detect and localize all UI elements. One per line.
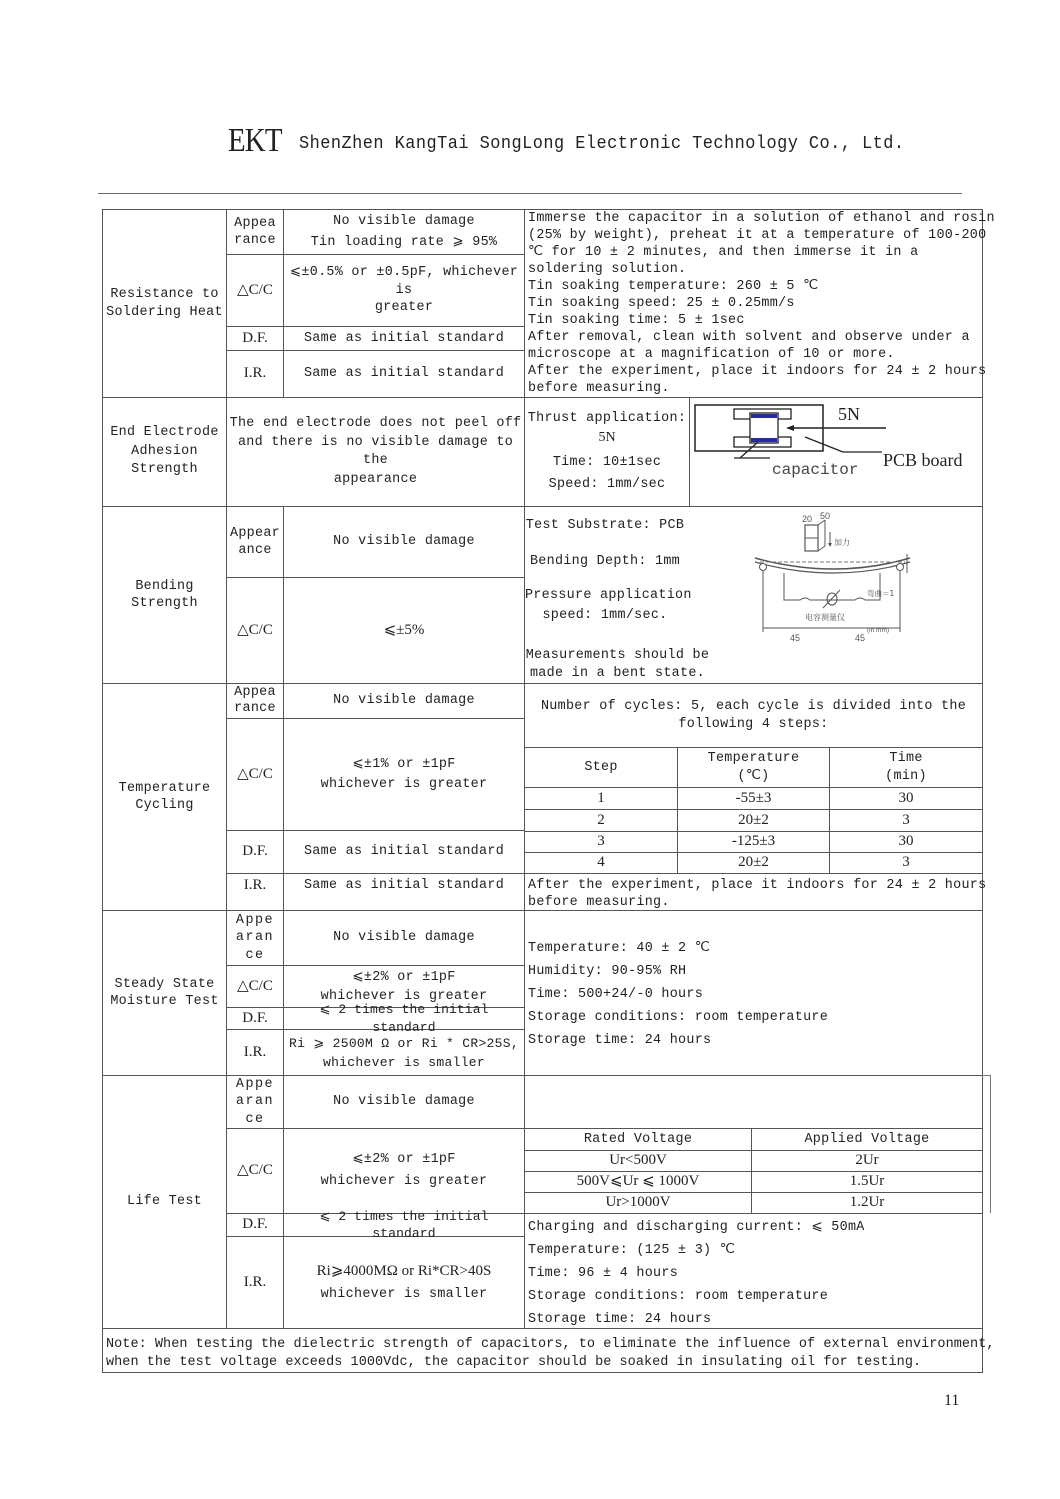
req-dcc: ⩽±2% or ±1pF whichever is greater (320, 1152, 488, 1189)
req-appearance: No visible damage Tin loading rate ⩾ 95% (310, 214, 498, 250)
req-appearance: No visible damage (333, 930, 475, 946)
method-adhesion: Thrust application: 5N Time: 10±1sec Speed: 1mm/sec (527, 411, 687, 492)
section-title-soldering: Resistance to Soldering Heat (106, 287, 223, 320)
item-appearance: Appea rance (234, 215, 276, 248)
bending-test-diagram-icon (750, 510, 920, 645)
table-cell-rated: 500V⩽Ur ⩽ 1000V (576, 1173, 700, 1190)
company-logo: EKT (228, 122, 282, 159)
req-df: Same as initial standard (303, 844, 505, 860)
item-ir: I.R. (243, 877, 267, 894)
item-appearance: Appear ance (229, 525, 280, 558)
company-name: ShenZhen KangTai SongLong Electronic Technology Co., Ltd. (299, 134, 905, 154)
req-dcc: ⩽±0.5% or ±0.5pF, whichever is greater (289, 265, 519, 316)
svg-text:加力: 加力 (834, 538, 850, 547)
test-spec-table: Resistance to Soldering Heat Appea rance No visible damage Tin loading rate ⩾ 95% △C/C ⩽±0.5% or ±0.5pF, whichever is greater D.F. Same as initial standard I.R. Same as initial standard Immerse the capacitor in a solution of ethanol and rosin (25% by weight), preheat it at a temperature of 100-200 ℃ for 10 ± 2 minutes, and then immerse it in a soldering solution. Tin soaking temperature: 260 ± 5 ℃ Tin soaking speed: 25 ± 0.25mm/s Tin soaking time: 5 ± 1sec After removal, clean with solvent and observe under a microscope at a magnification of 10 or more. After the experiment, place it indoors for 24 ± 2 hours before measuring. End Electrode Adhesion Strength The end electrode does not peel off and there is no visible damage to the appearance Thrust application: 5N Time: 10±1sec Speed: 1mm/sec 5N PCB board capacitor Bending Strength Appear ance No visible damage △C/C ⩽±5% Test Substrate: PCB Bending Depth: 1mm Pressure application speed: 1mm/sec. Measurements should be made in a bent state. 20 50 加力 电容测量仪 45 45 弯曲＝1 (in mm) Temperature Cycling Appea rance No visible damage △C/C ⩽±1% or ±1pF whichever is greater D.F. Same as initial standard I.R. Same as initial standard Number of cycles: 5, each cycle is divided into the following 4 steps: Step Temperature (℃) Time (min) 1 -55±3 30 2 20±2 3 3 -125±3 30 4 20±2 3 After the experiment, place it indoors for 24 ± 2 hours before measuring. Steady State Moisture Test Appe aran ce No visible damage △C/C ⩽±2% or ±1pF whichever is greater D.F. ⩽ 2 times the initial standard I.R. Ri ⩾ 2500M Ω or Ri * CR>25S, whichever is smaller Temperature: 40 ± 2 ℃ Humidity: 90-95% RH Time: 500+24/-0 hours Storage conditions: room temperature Storage time: 24 hours Life Test Appe aran ce No visible damage △C/C ⩽±2% or ±1pF whichever is greater D.F. ⩽ 2 times the initial standard I.R. Ri⩾4000MΩ or Ri*CR>40S whichever is smaller Rated Voltage Applied Voltage Ur<500V 2Ur 500V⩽Ur ⩽ 1000V 1.5Ur Ur>1000V 1.2Ur Charging and discharging current: ⩽ 50mA Temperature: (125 ± 3) ℃ Time: 96 ± 4 hours Storage conditions: room temperature Storage time: 24 hours Note: When testing the dielectric strength of capacitors, to eliminate the influence of external environment, when the test voltage exceeds 1000Vdc, the capacitor should be soaked in insulating oil for testing. (0, 0, 1060, 1499)
table-cell-temp: -125±3 (731, 833, 776, 850)
table-cell-temp: -55±3 (735, 789, 772, 806)
svg-text:20: 20 (802, 514, 813, 524)
table-cell-time: 30 (898, 789, 914, 806)
item-appearance: Appe aran ce (235, 1076, 275, 1127)
req-adhesion: The end electrode does not peel off and there is no visible damage to the appearance (229, 416, 522, 487)
req-ir: Ri⩾4000MΩ or Ri*CR>40S whichever is smaller (316, 1262, 492, 1302)
section-title-moisture: Steady State Moisture Test (110, 976, 219, 1009)
section-title-adhesion: End Electrode Adhesion Strength (110, 425, 219, 478)
section-title-life: Life Test (126, 1194, 203, 1210)
adhesion-diagram (690, 398, 982, 506)
table-cell-applied: 1.2Ur (849, 1194, 885, 1211)
req-appearance: No visible damage (333, 1094, 475, 1110)
item-ir: I.R. (243, 365, 267, 382)
item-dcc: △C/C (237, 765, 273, 782)
col-header-rated-voltage: Rated Voltage (583, 1131, 693, 1147)
table-cell-time: 30 (898, 833, 914, 850)
table-cell-time: 3 (902, 811, 910, 828)
table-row-step: 2 (597, 811, 605, 828)
item-appearance: Appe aran ce (235, 912, 275, 963)
method-bending: Test Substrate: PCB Bending Depth: 1mm Pressure application speed: 1mm/sec. Measurements should be made in a bent state. (525, 518, 710, 681)
item-dcc: △C/C (237, 977, 273, 994)
col-header-applied-voltage: Applied Voltage (804, 1131, 930, 1147)
table-cell-time: 3 (902, 854, 910, 871)
req-df: Same as initial standard (303, 330, 505, 346)
table-cell-applied: 2Ur (855, 1152, 879, 1169)
table-cell-rated: Ur>1000V (605, 1194, 671, 1211)
table-cell-applied: 1.5Ur (849, 1173, 885, 1190)
req-appearance: No visible damage (333, 534, 475, 550)
svg-text:5N: 5N (838, 404, 860, 424)
req-ir: Same as initial standard (303, 366, 505, 382)
pcb-thrust-diagram-icon (690, 398, 982, 506)
req-dcc: ⩽±2% or ±1pF whichever is greater (320, 969, 488, 1004)
item-dcc: △C/C (237, 1162, 273, 1179)
item-appearance: Appea rance (234, 685, 276, 716)
table-row-step: 1 (597, 789, 605, 806)
req-appearance: No visible damage (333, 693, 475, 709)
item-ir: I.R. (243, 1273, 267, 1290)
svg-text:50: 50 (820, 511, 831, 521)
item-df: D.F. (242, 843, 268, 860)
svg-text:45: 45 (855, 633, 866, 643)
col-header-step: Step (584, 759, 618, 775)
table-row-step: 4 (597, 854, 605, 871)
svg-text:PCB board: PCB board (883, 450, 963, 470)
col-header-temperature: Temperature (℃) (707, 750, 800, 784)
page-number: 11 (944, 1392, 960, 1409)
svg-text:电容测量仪: 电容测量仪 (805, 613, 845, 622)
svg-text:弯曲＝1: 弯曲＝1 (867, 589, 895, 598)
table-cell-temp: 20±2 (738, 811, 769, 828)
item-df: D.F. (242, 1009, 268, 1026)
item-dcc: △C/C (237, 621, 273, 638)
item-df: D.F. (242, 329, 268, 346)
req-dcc: ⩽±1% or ±1pF whichever is greater (320, 756, 488, 792)
item-dcc: △C/C (237, 281, 273, 298)
table-row-step: 3 (597, 833, 605, 850)
req-dcc: ⩽±5% (383, 621, 425, 638)
svg-text:capacitor: capacitor (772, 461, 859, 479)
req-ir: Ri ⩾ 2500M Ω or Ri * CR>25S, whichever is smaller (289, 1035, 519, 1070)
svg-text:45: 45 (790, 633, 801, 643)
temp-cycling-intro: Number of cycles: 5, each cycle is divided into the following 4 steps: (540, 699, 967, 732)
table-cell-rated: Ur<500V (609, 1152, 667, 1169)
req-ir: Same as initial standard (303, 878, 505, 894)
req-df: ⩽ 2 times the initial standard (319, 1208, 489, 1241)
req-df: ⩽ 2 times the initial standard (319, 1002, 489, 1035)
bending-diagram (750, 510, 920, 645)
table-cell-temp: 20±2 (738, 854, 769, 871)
item-df: D.F. (242, 1216, 268, 1233)
item-ir: I.R. (243, 1043, 267, 1060)
col-header-time: Time (min) (885, 750, 927, 784)
section-title-bending: Bending Strength (131, 578, 198, 611)
svg-text:(in mm): (in mm) (867, 627, 890, 634)
section-title-temp-cycling: Temperature Cycling (118, 780, 211, 813)
